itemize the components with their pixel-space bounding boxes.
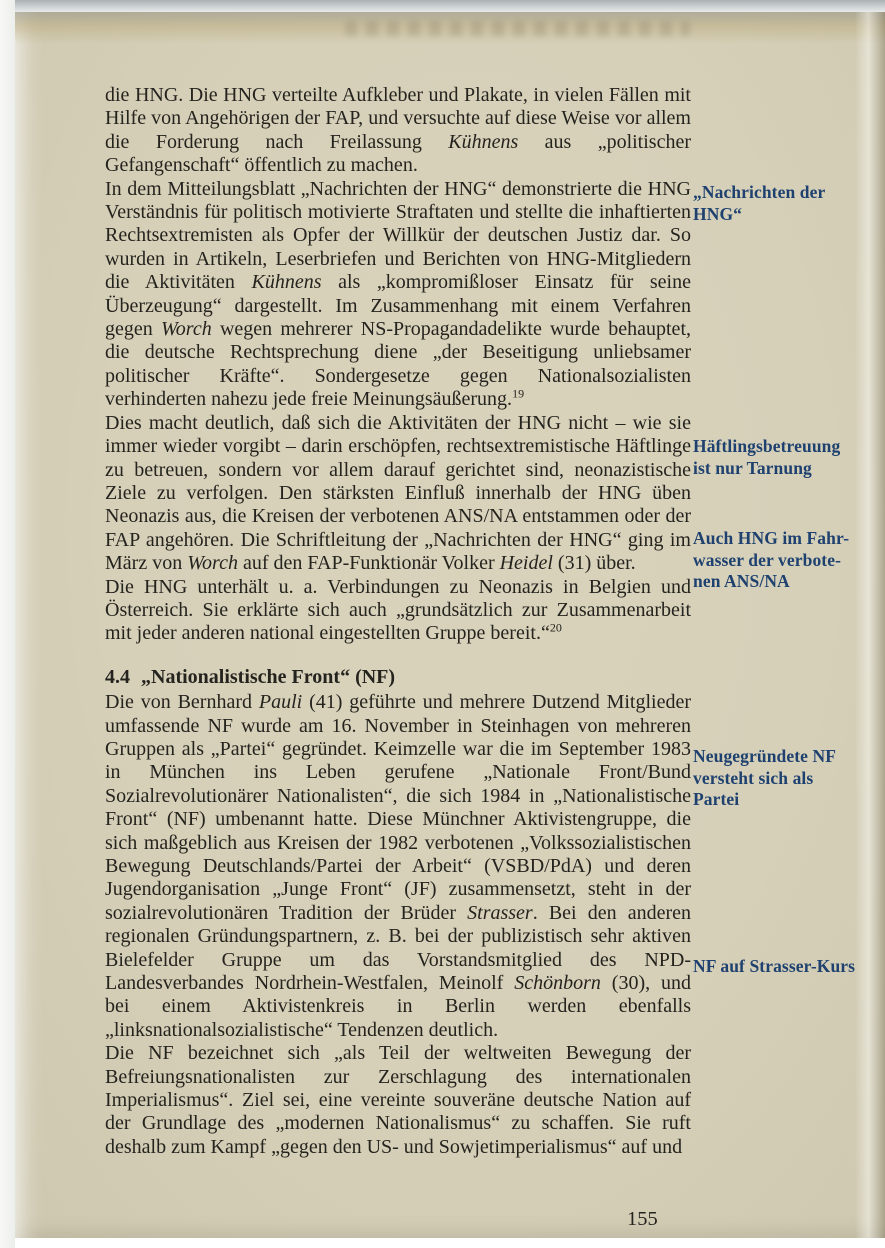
section-title: „Nationalistische Front“ (NF) [141,665,396,688]
paragraph: die HNG. Die HNG verteilte Aufkleber und Plakate, in vielen Fällen mit Hilfe von Angehörigen der FAP, und versuchte auf diese Weise vor allem die Forderung nach Freilassung Kühnens aus „politischer Gefangenschaft“ öffentlich zu machen. [105,84,691,177]
paragraph: In dem Mitteilungsblatt „Nachrichten der HNG“ demonstrierte die HNG Verständnis für politisch motivierte Straftaten und stellte die inhaftierten Rechtsextremisten als Opfer der Willkür der deutschen Justiz dar. So wurden in Artikeln, Leserbriefen und Berichten von HNG-Mitgliedern die Aktivitäten Kühnens als „kompromißloser Einsatz für seine Überzeugung“ dargestellt. Im Zusammenhang mit einem Verfahren gegen Worch wegen mehrerer NS-Propagandadelikte wurde behauptet, die deutsche Rechtsprechung diene „der Beseitigung unliebsamer politischer Kräfte“. Sondergesetze gegen Nationalsozialisten verhinderten nahezu jede freie Meinungsäußerung.$^{19}$ [105,177,691,411]
section-heading [105,666,691,689]
paragraph: Die HNG unterhält u. a. Verbindungen zu Neonazis in Belgien und Österreich. Sie erklärte sich auch „grundsätzlich zur Zusammenarbeit mit jeder anderen national eingestellten Gruppe bereit.“$^{20}$ [105,575,691,645]
paragraph: Die NF bezeichnet sich „als Teil der weltweiten Bewegung der Befreiungsnationalisten zur Zerschlagung des internationalen Imperialismus“. Ziel sei, eine vereinte souveräne deutsche Nation auf der Grundlage des „modernen Nationalismus“ zu schaffen. Sie ruft deshalb zum Kampf „gegen den US- und Sowjetimperialismus“ auf und [105,1042,691,1158]
margin-note: Neugegründete NF versteht sich als Partei [693,746,837,809]
margin-note: „Nachrichten der HNG“ [693,182,826,224]
page-paper [15,12,885,1238]
page-number: 155 [627,1208,658,1230]
margin-note: NF auf Strasser-Kurs [693,956,856,976]
print-bleed-ghost [345,21,690,36]
margin-note: Auch HNG im Fahr- wasser der verbote- nen ANS/NA [693,528,850,591]
margin-note: Häftlingsbetreuung ist nur Tarnung [693,436,841,478]
paragraph: Die von Bernhard Pauli (41) geführte und mehrere Dutzend Mitglieder umfassende NF wurde am 16. November in Steinhagen von mehreren Gruppen als „Partei“ gegründet. Keimzelle war die im September 1983 in München ins Leben gerufene „Nationale Front/Bund Sozialrevolutionärer Nationalisten“, die sich 1984 in „Nationalistische Front“ (NF) umbenannt hatte. Diese Münchner Aktivistengruppe, die sich maßgeblich aus Kreisen der 1982 verbotenen „Volkssozialistischen Bewegung Deutschlands/Partei der Arbeit“ (VSBD/PdA) und deren Jugendorganisation „Junge Front“ (JF) zusammensetzt, steht in der sozialrevolutionären Tradition der Brüder Strasser. Bei den anderen regionalen Gründungspartnern, z. B. bei der publizistisch sehr aktiven Bielefelder Gruppe um das Vorstandsmitglied des NPD-Landesverbandes Nordrhein-Westfalen, Meinolf Schönborn (30), und bei einem Aktivistenkreis in Berlin werden ebenfalls „linksnationalsozialistische“ Tendenzen deutlich. [105,691,692,1041]
paragraph: Dies macht deutlich, daß sich die Aktivitäten der HNG nicht – wie sie immer wieder vorgibt – darin erschöpfen, rechtsextremistische Häftlinge zu betreuen, sondern vor allem darauf gerichtet sind, neonazistische Ziele zu verfolgen. Den stärksten Einfluß innerhalb der HNG üben Neonazis aus, die Kreisen der verbotenen ANS/NA entstammen oder der FAP angehören. Die Schriftleitung der „Nachrichten der HNG“ ging im März von Worch auf den FAP-Funktionär Volker Heidel (31) über. [105,411,691,575]
scanner-edge-top [0,0,885,12]
scanner-edge-left [0,0,15,1248]
body-text-column [105,84,691,1159]
section-number: 4.4 [105,665,130,688]
